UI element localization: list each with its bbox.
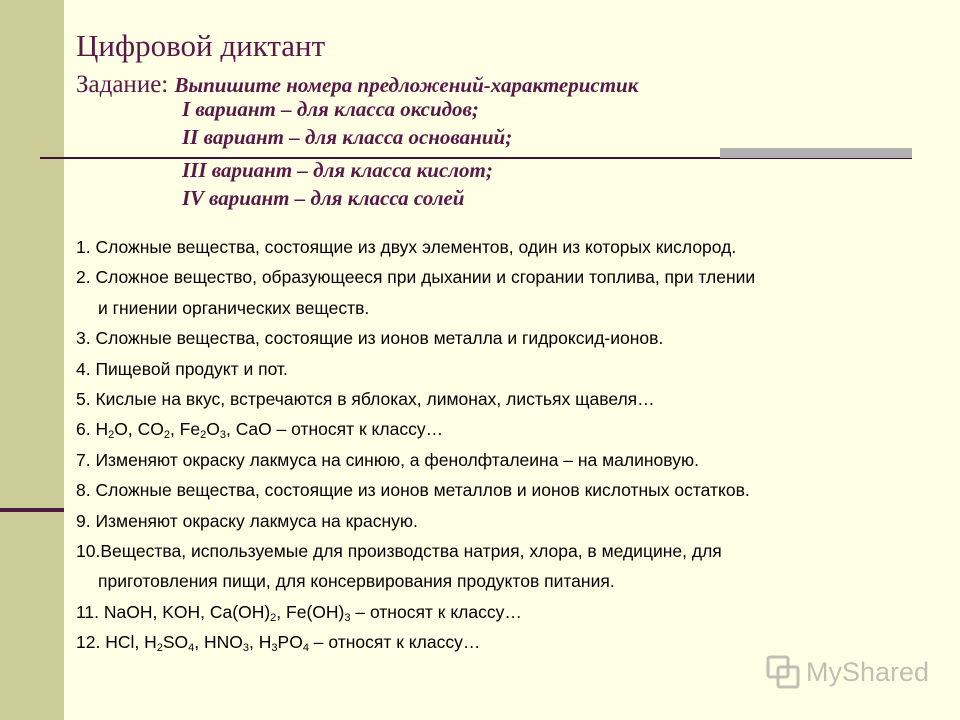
subscript: 4 [302, 642, 309, 655]
subscript: 3 [344, 611, 351, 624]
statement-7: 7. Изменяют окраску лакмуса на синюю, а фенолфталеина – на малиновую. [76, 449, 699, 470]
formula-text: O [206, 419, 220, 440]
left-decor-bar [0, 508, 64, 512]
formula-text: 6. H [76, 419, 109, 440]
formula-text: 11. NaOH, KOH, Ca(OH) [76, 601, 271, 622]
watermark [766, 655, 929, 689]
formula-text: , HNO [194, 632, 243, 653]
statement-10: 10.Вещества, используемые для производства натрия, хлора, в медицине, для [76, 540, 722, 561]
statement-10-cont: приготовления пищи, для консервирования продуктов питания. [98, 571, 615, 592]
formula-text: , CaO – относят к классу… [225, 419, 444, 440]
formula-text: – относят к классу… [350, 601, 522, 622]
statement-11 [76, 597, 936, 627]
statement-6 [76, 414, 936, 444]
statement-8: 8. Сложные вещества, состоящие из ионов металлов и ионов кислотных остатков. [76, 480, 750, 501]
statement-3: 3. Сложные вещества, состоящие из ионов металла и гидроксид-ионов. [76, 328, 664, 349]
formula-text: , Fe(OH) [276, 601, 345, 622]
formula-text: , Fe [169, 419, 201, 440]
statement-5: 5. Кислые на вкус, встречаются в яблоках, лимонах, листьях щавеля… [76, 388, 655, 409]
formula-text: , H [249, 632, 272, 653]
statement-2-cont: и гниении органических веществ. [98, 297, 370, 318]
subscript: 2 [108, 429, 115, 442]
subscript: 2 [270, 611, 277, 624]
task-label: Задание: [76, 71, 169, 98]
variant-3: III вариант – для класса кислот; [182, 158, 493, 182]
watermark-text: MyShared [806, 656, 930, 687]
formula-text: O, CO [114, 419, 164, 440]
formula-text: SO [162, 632, 189, 653]
subscript: 3 [271, 642, 278, 655]
variant-1: I вариант – для класса оксидов; [182, 97, 479, 121]
statement-2: 2. Сложное вещество, образующееся при дыхании и сгорании топлива, при тлении [76, 267, 756, 288]
statement-4: 4. Пищевой продукт и пот. [76, 358, 288, 379]
task-text: Выпишите номера предложений-характеристик [174, 73, 639, 97]
subscript: 4 [188, 642, 195, 655]
statement-1: 1. Сложные вещества, состоящие из двух элементов, один из которых кислород. [76, 237, 737, 257]
subscript: 3 [242, 642, 250, 655]
subscript: 2 [200, 429, 207, 442]
subscript: 2 [163, 429, 170, 442]
formula-text: PO [277, 632, 303, 653]
statement-9: 9. Изменяют окраску лакмуса на красную. [76, 510, 418, 531]
subscript: 2 [156, 642, 163, 655]
variant-4: IV вариант – для класса солей [182, 186, 465, 210]
statement-list [76, 232, 936, 657]
left-decor-band [0, 0, 64, 720]
formula-text: 12. HCl, H [76, 632, 157, 653]
task-line [76, 71, 638, 99]
subscript: 3 [219, 429, 226, 442]
slide-title: Цифровой диктант [76, 28, 326, 63]
variant-2: II вариант – для класса оснований; [182, 125, 513, 149]
myshared-logo-icon [766, 655, 800, 689]
formula-text: – относят к классу… [308, 632, 481, 653]
statement-12 [76, 627, 936, 657]
divider-accent [720, 148, 912, 158]
